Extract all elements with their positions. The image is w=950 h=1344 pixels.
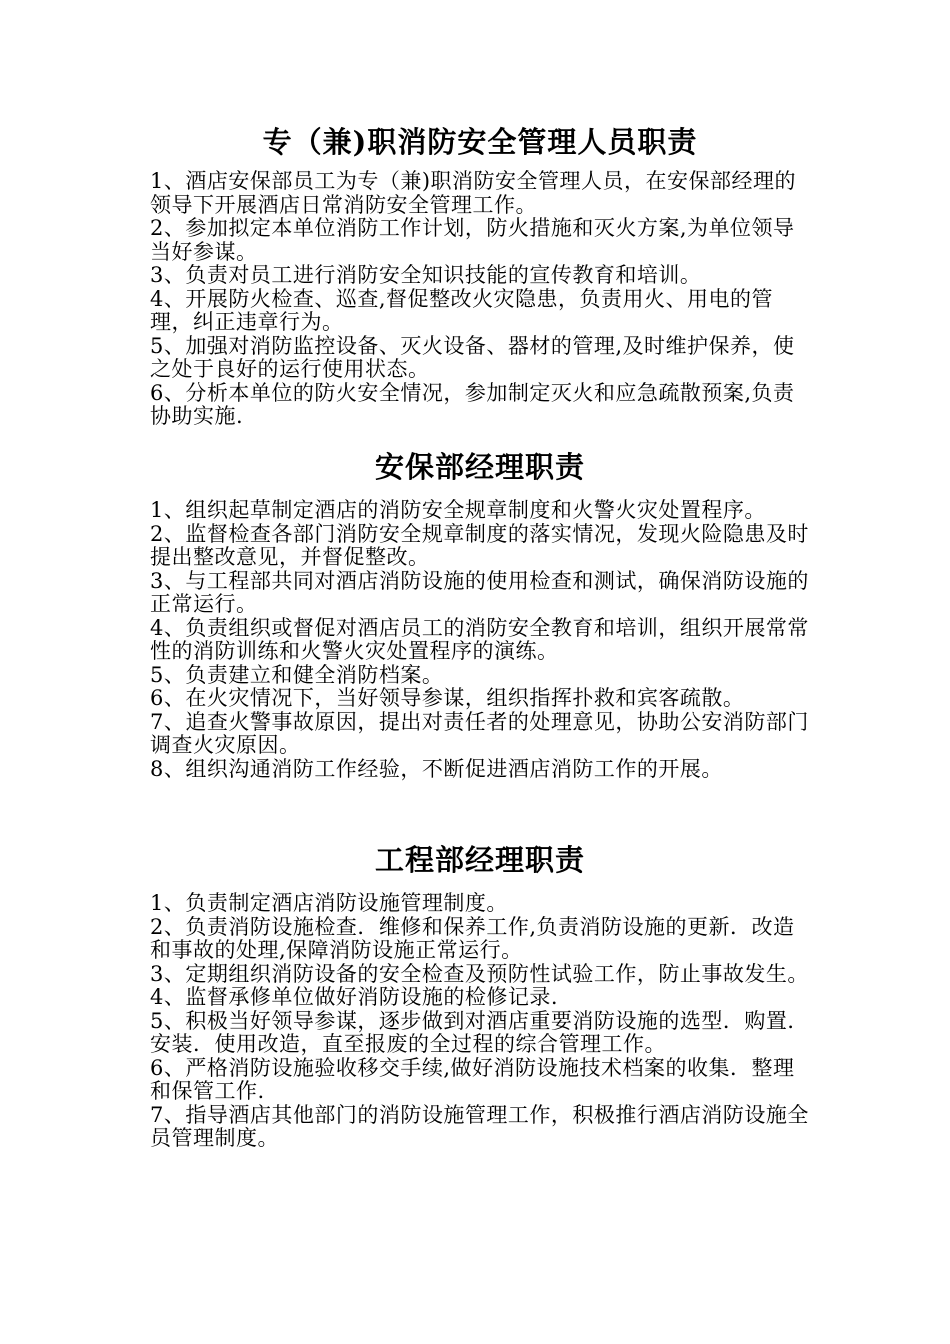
duty-item: 6、在火灾情况下，当好领导参谋，组织指挥扑救和宾客疏散。 bbox=[150, 686, 745, 710]
section-fire-safety-staff bbox=[150, 122, 810, 429]
duty-item: 1、组织起草制定酒店的消防安全规章制度和火警火灾处置程序。 bbox=[150, 498, 766, 522]
duty-list bbox=[150, 892, 810, 1151]
duty-item: 3、负责对员工进行消防安全知识技能的宣传教育和培训。 bbox=[150, 263, 702, 287]
section-title: 工程部经理职责 bbox=[374, 843, 585, 877]
duty-item: 5、积极当好领导参谋，逐步做到对酒店重要消防设施的选型．购置．安装．使用改造，直至报废的全过程的综合管理工作。 bbox=[150, 1008, 809, 1056]
duty-item: 2、参加拟定本单位消防工作计划，防火措施和灭火方案,为单位领导当好参谋。 bbox=[150, 216, 795, 264]
section-title: 专（兼)职消防安全管理人员职责 bbox=[262, 125, 698, 159]
duty-list bbox=[150, 170, 810, 429]
duty-item: 6、严格消防设施验收移交手续,做好消防设施技术档案的收集．整理和保管工作. bbox=[150, 1055, 795, 1103]
duty-item: 3、定期组织消防设备的安全检查及预防性试验工作，防止事故发生。 bbox=[150, 961, 809, 986]
duty-item: 6、分析本单位的防火安全情况，参加制定灭火和应急疏散预案,负责协助实施. bbox=[150, 380, 795, 428]
duty-item: 1、负责制定酒店消防设施管理制度。 bbox=[150, 891, 508, 915]
duty-item: 7、指导酒店其他部门的消防设施管理工作，积极推行酒店消防设施全员管理制度。 bbox=[150, 1102, 809, 1150]
duty-item: 5、加强对消防监控设备、灭火设备、器材的管理,及时维护保养，使之处于良好的运行使用状态。 bbox=[150, 333, 795, 381]
duty-item: 1、酒店安保部员工为专（兼)职消防安全管理人员，在安保部经理的领导下开展酒店日常消防安全管理工作。 bbox=[150, 169, 797, 217]
duty-item: 3、与工程部共同对酒店消防设施的使用检查和测试，确保消防设施的正常运行。 bbox=[150, 568, 809, 616]
section-security-manager bbox=[150, 447, 810, 781]
duty-item: 4、监督承修单位做好消防设施的检修记录. bbox=[150, 985, 559, 1009]
section-engineering-manager bbox=[150, 840, 810, 1151]
duty-item: 2、负责消防设施检查．维修和保养工作,负责消防设施的更新．改造和事故的处理,保障消防设施正常运行。 bbox=[150, 914, 795, 962]
duty-item: 8、组织沟通消防工作经验，不断促进酒店消防工作的开展。 bbox=[150, 756, 723, 781]
duty-item: 7、追查火警事故原因，提出对责任者的处理意见，协助公安消防部门调查火灾原因。 bbox=[150, 709, 809, 757]
duty-item: 4、开展防火检查、巡查,督促整改火灾隐患，负责用火、用电的管理，纠正违章行为。 bbox=[150, 286, 774, 334]
duty-list bbox=[150, 499, 810, 781]
duty-item: 5、负责建立和健全消防档案。 bbox=[150, 662, 444, 687]
section-title: 安保部经理职责 bbox=[374, 450, 585, 484]
duty-item: 2、监督检查各部门消防安全规章制度的落实情况，发现火险隐患及时提出整改意见，并督促整改。 bbox=[150, 521, 809, 569]
duty-item: 4、负责组织或督促对酒店员工的消防安全教育和培训，组织开展常常性的消防训练和火警火灾处置程序的演练。 bbox=[150, 615, 809, 663]
